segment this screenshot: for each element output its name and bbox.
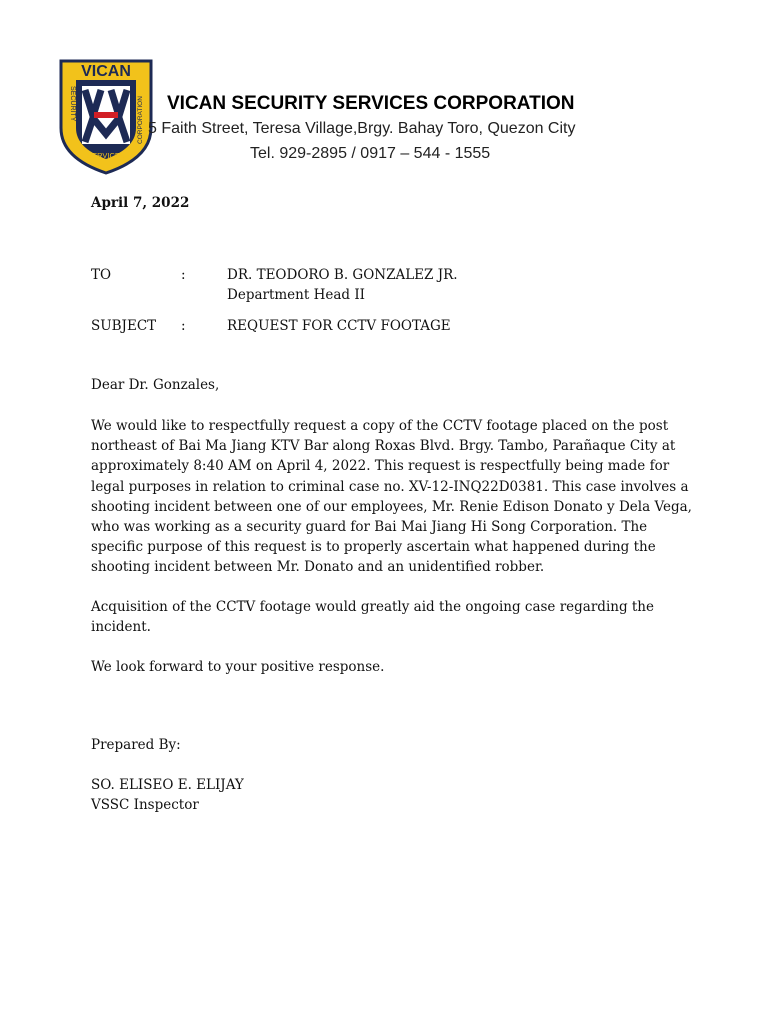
greeting: Dear Dr. Gonzales, [91,377,220,393]
paragraph-line: We would like to respectfully request a copy of the CCTV footage placed on the post [91,418,669,434]
paragraph-line: northeast of Bai Ma Jiang KTV Bar along Roxas Blvd. Brgy. Tambo, Parañaque City at [91,438,676,455]
logo-right-text: CORPORATION [137,96,144,144]
paragraph-1 [91,416,691,578]
vican-logo-icon [58,58,154,176]
signatory-block [91,775,691,815]
company-address: 5 Faith Street, Teresa Village,Brgy. Bahay Toro, Quezon City [148,120,576,137]
recipient-name: DR. TEODORO B. GONZALEZ JR. [227,267,458,283]
logo-bottom-text: SERVICES [87,151,125,160]
logo-left-text: SECURITY [69,86,76,122]
paragraph-line: incident. [91,619,151,636]
subject-label: SUBJECT [91,318,157,334]
company-phone: Tel. 929-2895 / 0917 – 544 - 1555 [250,145,491,162]
company-name: VICAN SECURITY SERVICES CORPORATION [167,93,575,114]
letter-date: April 7, 2022 [91,195,190,211]
subject-colon: : [181,318,186,334]
paragraph-line: shooting incident between Mr. Donato and an unidentified robber. [91,559,545,576]
signatory-title: VSSC Inspector [91,797,199,814]
paragraph-line: approximately 8:40 AM on April 4, 2022. This request is respectfully being made for [91,458,670,475]
paragraph-line: who was working as a security guard for Bai Mai Jiang Hi Song Corporation. The [91,519,648,536]
prepared-by-label: Prepared By: [91,737,181,753]
paragraph-line: shooting incident between one of our employees, Mr. Renie Edison Donato y Dela Vega, [91,498,692,515]
paragraph-line: Acquisition of the CCTV footage would greatly aid the ongoing case regarding the [91,599,654,615]
paragraph-line: legal purposes in relation to criminal case no. XV-12-INQ22D0381. This case involves a [91,478,689,495]
paragraph-2 [91,597,691,637]
to-label: TO [91,267,112,283]
to-colon: : [181,267,186,283]
paragraph-line: specific purpose of this request is to properly ascertain what happened during the [91,539,656,556]
to-value [227,265,458,305]
subject-value: REQUEST FOR CCTV FOOTAGE [227,318,451,334]
paragraph-3: We look forward to your positive response. [91,659,385,675]
signatory-name: SO. ELISEO E. ELIJAY [91,777,244,793]
recipient-title: Department Head II [227,287,365,303]
logo-top-text: VICAN [81,63,131,80]
